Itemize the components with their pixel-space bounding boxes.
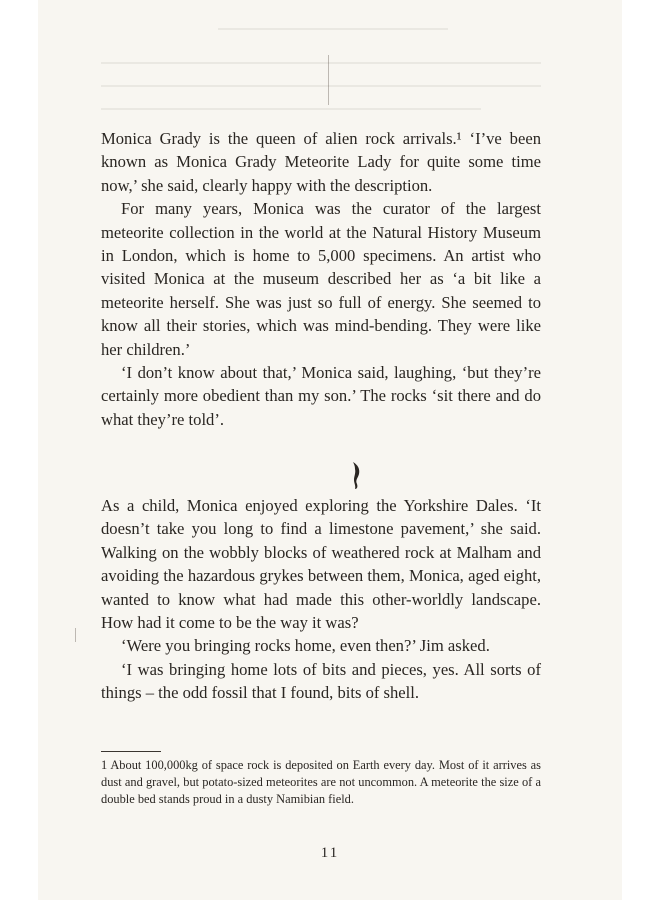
paragraph: Monica Grady is the queen of alien rock arrivals.¹ ‘I’ve been known as Monica Grady Meteorite Lady for quite some time now,’ she said, clearly happy with the description. (101, 129, 541, 195)
section-one-text (101, 127, 541, 431)
section-two-text (101, 494, 541, 705)
paragraph: As a child, Monica enjoyed exploring the Yorkshire Dales. ‘It doesn’t take you long to find a limestone pavement,’ she said. Walking on the wobbly blocks of weathered rock at Malham and avoiding the hazardous grykes between them, Monica, aged eight, wanted to know what had made this other-worldly landscape. How had it come to be the way it was? (101, 496, 541, 633)
book-page (38, 0, 622, 900)
paragraph: ‘I don’t know about that,’ Monica said, laughing, ‘but they’re certainly more obedient than my son.’ The rocks ‘sit there and do what they’re told’. (101, 363, 541, 429)
page-number: 11 (320, 845, 340, 861)
paragraph: For many years, Monica was the curator of the largest meteorite collection in the world at the Natural History Museum in London, which is home to 5,000 specimens. An artist who visited Monica at the museum described her as ‘a bit like a meteorite herself. She was just so full of energy. She seemed to know all their stories, which was mind-bending. They were like her children.’ (101, 199, 541, 359)
footnote-divider (101, 751, 161, 752)
paragraph: ‘Were you bringing rocks home, even then?’ Jim asked. (121, 636, 490, 656)
footnote: 1 About 100,000kg of space rock is deposited on Earth every day. Most of it arrives as dust and gravel, but potato-sized meteorites are not uncommon. A meteorite the size of a double bed stands proud in a dusty Namibian field. (101, 758, 541, 807)
section-break-ornament-icon (349, 460, 363, 490)
paragraph: ‘I was bringing home lots of bits and pieces, yes. All sorts of things – the odd fossil that I found, bits of shell. (101, 659, 541, 703)
